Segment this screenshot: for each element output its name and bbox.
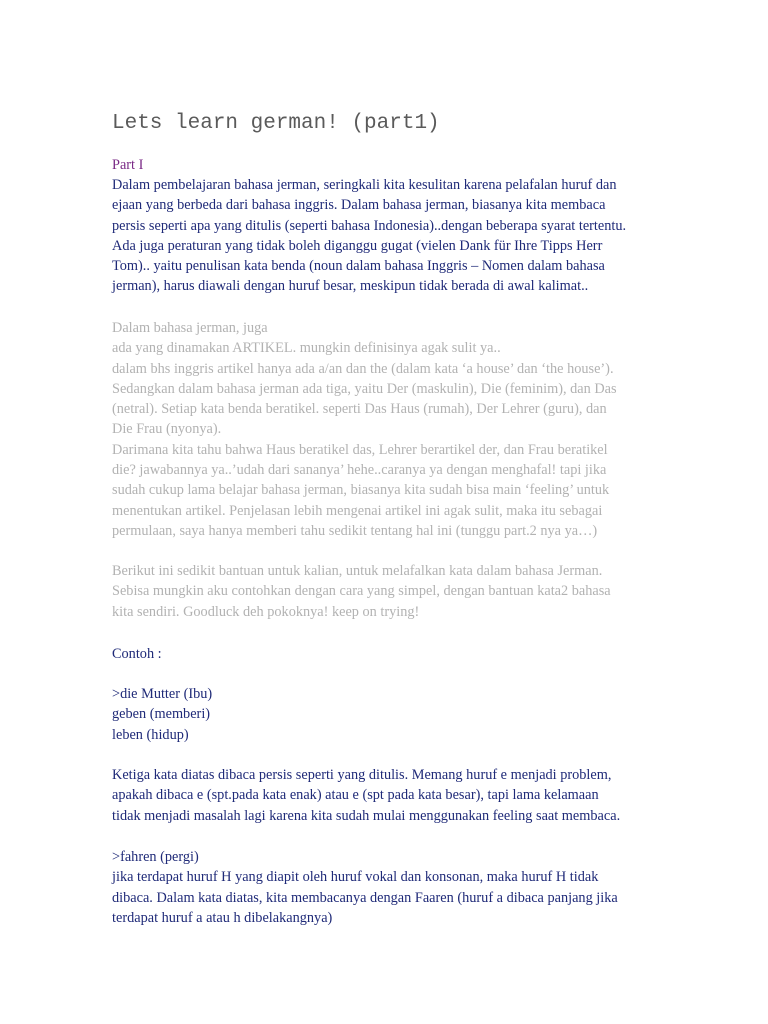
text-line: terdapat huruf a atau h dibelakangnya) <box>112 909 333 926</box>
text-line: tidak menjadi masalah lagi karena kita sudah mulai menggunakan feeling saat membaca. <box>112 807 621 824</box>
list-item: geben (memberi) <box>112 706 211 723</box>
text-line: Sedangkan dalam bahasa jerman ada tiga, yaitu Der (maskulin), Die (feminim), dan Das <box>112 380 617 397</box>
text-line: jika terdapat huruf H yang diapit oleh huruf vokal dan konsonan, maka huruf H tidak <box>112 869 599 886</box>
example-heading-text: Contoh : <box>112 646 162 662</box>
text-line: dalam bhs inggris artikel hanya ada a/an dan the (dalam kata ‘a house’ dan ‘the house’). <box>112 360 614 377</box>
list-item: leben (hidup) <box>112 726 189 743</box>
text-line: permulaan, saya hanya memberi tahu sedikit tentang hal ini (tunggu part.2 nya ya…) <box>112 522 598 539</box>
text-line: (netral). Setiap kata benda beratikel. seperti Das Haus (rumah), Der Lehrer (guru), dan <box>112 401 607 418</box>
list-item: >die Mutter (Ibu) <box>112 686 213 702</box>
help-paragraph <box>112 561 672 622</box>
article-paragraph <box>112 318 672 541</box>
page-title: Lets learn german! (part1) <box>112 112 440 135</box>
part-label-text: Part I <box>112 157 144 173</box>
text-line: Ketiga kata diatas dibaca persis seperti yang ditulis. Memang huruf e menjadi problem, <box>112 767 612 783</box>
intro-paragraph <box>112 175 672 297</box>
text-line: Die Frau (nyonya). <box>112 421 222 438</box>
text-line: dibaca. Dalam kata diatas, kita membacanya dengan Faaren (huruf a dibaca panjang jika <box>112 889 618 906</box>
text-line: Tom).. yaitu penulisan kata benda (noun dalam bahasa Inggris – Nomen dalam bahasa <box>112 258 605 275</box>
text-line: jerman), harus diawali dengan huruf besar, meskipun tidak berada di awal kalimat.. <box>112 278 589 295</box>
text-line: Dalam bahasa jerman, juga <box>112 320 268 336</box>
text-line: Darimana kita tahu bahwa Haus beratikel das, Lehrer berartikel der, dan Frau beratikel <box>112 441 608 458</box>
text-line: apakah dibaca e (spt.pada kata enak) atau e (spt pada kata besar), tapi lama kelamaan <box>112 787 599 804</box>
text-line: Sebisa mungkin aku contohkan dengan cara yang simpel, dengan bantuan kata2 bahasa <box>112 583 611 600</box>
example-heading <box>112 644 672 664</box>
text-line: sudah cukup lama belajar bahasa jerman, biasanya kita sudah bisa main ‘feeling’ untuk <box>112 482 610 499</box>
example-list <box>112 684 672 745</box>
text-line: kita sendiri. Goodluck deh pokoknya! keep on trying! <box>112 603 420 620</box>
text-line: ada yang dinamakan ARTIKEL. mungkin definisinya agak sulit ya.. <box>112 340 501 357</box>
text-line: Berikut ini sedikit bantuan untuk kalian, untuk melafalkan kata dalam bahasa Jerman. <box>112 563 603 579</box>
part-label <box>112 155 672 175</box>
text-line: menentukan artikel. Penjelasan lebih mengenai artikel ini agak sulit, maka itu sebagai <box>112 502 603 519</box>
fahren-paragraph <box>112 847 672 928</box>
text-line: persis seperti apa yang ditulis (seperti bahasa Indonesia)..dengan beberapa syarat tertentu. <box>112 217 627 234</box>
explanation-paragraph <box>112 765 672 826</box>
text-line: Ada juga peraturan yang tidak boleh diganggu gugat (vielen Dank für Ihre Tipps Herr <box>112 237 603 254</box>
text-line: >fahren (pergi) <box>112 849 199 865</box>
text-line: Dalam pembelajaran bahasa jerman, seringkali kita kesulitan karena pelafalan huruf dan <box>112 177 617 193</box>
text-line: ejaan yang berbeda dari bahasa inggris. Dalam bahasa jerman, biasanya kita membaca <box>112 197 606 214</box>
text-line: die? jawabannya ya..’udah dari sananya’ hehe..caranya ya dengan menghafal! tapi jika <box>112 462 607 479</box>
